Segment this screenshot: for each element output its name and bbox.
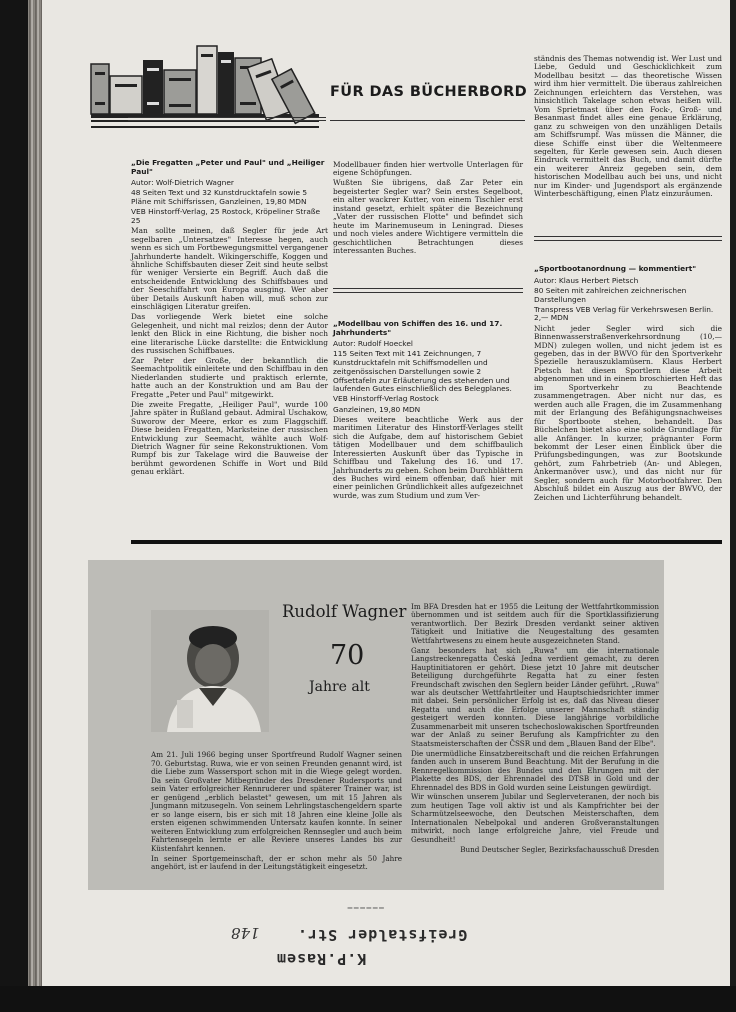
wagner-paragraph: Ganz besonders hat sich „Ruwa" um die internationale Langstreckenregatta Česká Jedna verdient gemacht, zu deren Hauptinitiatoren er gehört. Diese jetzt 10 Jahre mit deutscher Beteiligung durchgeführte Regatta hat zu einer festen Freundschaft zwischen den Seglern beider Länder geführt. „Ruwa" war als deutscher Wettfahrtleiter und Hauptschiedsrichter immer mit dabei. Sein persönlicher Erfolg ist es, daß das Niveau dieser Regatta und auch die Erfolge unserer Mannschaft ständig gesteigert werden konnten. Diese langjährige vorbildliche Zusammenarbeit mit unseren tschechoslowakischen Sportfreunden war der Anlaß zu seiner Berufung als Kampfrichter zu den Staatsmeisterschaften der ČSSR und dem „Blauen Band der Elbe". [411,645,659,748]
header-rule-right [330,120,525,121]
review-paragraph: Zar Peter der Große, der bekanntlich die Seemachtpolitik einleitete und den Schiffbau in den Niederlanden studierte und praktisch erlernte, hatte auch an der Konstruktion und am Bau der Fregatte „Peter und Paul" mitgewirkt. [131,356,328,399]
review-title: „Sportbootanordnung — kommentiert" [534,264,697,273]
review-paragraph: ständnis des Themas notwendig ist. Wer Lust und Liebe, Geduld und Geschicklichkeit zum Modellbau besitzt — das theoretische Wissen wird ihm hier vermittelt. Die überaus zahlreichen Zeichnungen erleichtern das Verstehen, was hinsichtlich Takelage schon etwas heißen will. Vom Sprietmast über den Fock-, Groß- und Besanmast findet alles eine genaue Erklärung, ganz zu schweigen von den unzähligen Details am Schiffsrumpf. Was müssen die Männer, die diese Schiffe einst über die Weltenmeere segelten, für Kerle gewesen sein. Auch diesen Eindruck vermittelt das Buch, und damit dürfte ein weiterer Anreiz gegeben sein, dem historischen Modellbau auch bei uns, und nicht nur im Kinder- und Jugendsport als ergänzende Winterbeschäftigung, einen Platz einzuräumen. [534,54,722,199]
wagner-paragraph: In seiner Sportgemeinschaft, der er schon mehr als 50 Jahre angehört, ist er laufend in der Leitungstätigkeit eingesetzt. [151,853,402,871]
review-paragraph: Die zweite Fregatte, „Heiliger Paul", wurde 100 Jahre später in Rußland gebaut. Admiral Uschakow, Suworow der Meere, erkor es zum Flaggschiff. Diese beiden Fregatten, Marksteine der russischen Entwicklung zur Seemacht, wählte auch Wolf-Dietrich Wagner für seine Rekonstruktionen. Vom Rumpf bis zur Takelage wird die Bauweise der berühmt gewordenen Schiffe in Wort und Bild genau erklärt. [131,399,328,477]
review-title: „Modellbau von Schiffen des 16. und 17. Jahrhunderts" [333,319,503,337]
scan-border-right [730,0,736,1012]
handwritten-number: 148 [231,924,260,942]
wagner-paragraph: Wir wünschen unserem Jubilar und Seglerveteranen, der noch bis zum heutigen Tage voll aktiv ist und als Kampfrichter bei der Scharmützelseewoche, den Deutschen Meisterschaften, dem Internationalen Nebelpokal und anderen Großveranstaltungen mitwirkt, noch lange erfolgreiche Jahre, viel Freude und Gesundheit! [411,792,659,844]
owner-stamp-faint: —————— [346,904,384,913]
review-details: 80 Seiten mit zahlreichen zeichnerischen Darstellungen [534,285,687,304]
owner-stamp-street: Greifstalder Str. [297,926,468,944]
book-binding [28,0,42,1012]
review-details: 115 Seiten Text mit 141 Zeichnungen, 7 Kunstdrucktafeln mit Schiffsmodellen und zeitgenössischen Darstellungen sowie 2 Offsettafeln zur Erläuterung des stehenden und laufenden Gutes einschließlich des Belegplanes. [333,349,512,394]
wagner-paragraph: Die unermüdliche Einsatzbereitschaft und die reichen Erfahrungen fanden auch in unserem Bund Beachtung. Mit der Berufung in die Rennregelkommission des Bundes und den Ehrungen mit der Plakette des BDS, der Ehrennadel des DTSB in Gold und der Ehrennadel des BDS in Gold wurden seine Leistungen gewürdigt. [411,748,659,792]
review-modellbau [333,320,523,502]
scan-border-bottom [0,986,736,1012]
section-title: FÜR DAS BÜCHERBORD [330,84,528,100]
wagner-name: Rudolf Wagner [282,602,407,621]
review-paragraph: Modellbauer finden hier wertvolle Unterlagen für eigene Schöpfungen. [333,160,523,178]
wagner-age: 70 [330,640,365,671]
column-rule [534,236,722,237]
review-publisher: VEB Hinstorff-Verlag Rostock [333,394,439,404]
wagner-text-left [151,751,402,873]
review-paragraph: Das vorliegende Werk bietet eine solche Gelegenheit, und nicht mal reizlos; denn der Autor lenkt den Blick in eine Richtung, die bisher noch eine literarische Lücke darstellte: die Entwicklung des russischen Schiffbaues. [131,312,328,356]
column-rule [333,292,523,293]
scan-border-left [0,0,28,1012]
wagner-subtitle: Jahre alt [309,679,370,695]
review-author: Autor: Rudolf Hoeckel [333,339,413,349]
review-price: Ganzleinen, 19,80 MDN [333,404,421,414]
wagner-portrait-photo [151,610,269,732]
owner-stamp-name: K.P.Rasem [276,950,367,968]
header-rule-lower [128,120,326,121]
header-rule [128,117,326,118]
review-sportboot [534,265,722,504]
col2-top-text [333,161,523,257]
review-author: Autor: Klaus Herbert Pietsch [534,275,639,285]
section-divider [131,540,722,544]
wagner-paragraph: Am 21. Juli 1966 beging unser Sportfreund Rudolf Wagner seinen 70. Geburtstag. Ruwa, wie er von seinen Freunden genannt wird, ist die Liebe zum Wassersport schon mit in die Wiege gelegt worden. Da sein Großvater Mitbegründer des Dresdener Rudersports und sein Vater erfolgreicher Rennruderer und späterer Trainer war, ist er genügend „erblich belastet" gewesen, um mit 15 Jahren als Jungmann mitzusegeln. Von seinem Lehrlingstaschengeldern sparte er so lange eisern, bis er sich mit 18 Jahren eine kleine Jolle als ersten eigenen schwimmenden Untersatz kaufen konnte. In seiner weiteren Entwicklung zum erfolgreichen Rennsegler und auch beim Fahrtensegeln lernte er alle Reviere unseres Landes bis zur Küstenfahrt kennen. [151,750,402,853]
wagner-text-right [411,603,659,856]
wagner-paragraph: Im BFA Dresden hat er 1955 die Leitung der Wettfahrtkommission übernommen und ist seitdem auch für die Sportklassifizierung verantwortlich. Der Bezirk Dresden verdankt seiner aktiven Tätigkeit und Initiative die Neugestaltung des gesamten Wettfahrtwesens zu einem heute ausgezeichneten Stand. [411,602,659,645]
review-paragraph: Nicht jeder Segler wird sich die Binnenwasserstraßenverkehrsordnung (10,— MDN) zulegen wollen, und nicht jedem ist es gegeben, das in der BWVO für den Sportverkehr Spezielle herauszuklamüsern. Klaus Herbert Pietsch hat diesen Sportlern diese Arbeit abgenommen und in einem broschierten Heft das im Sportverkehr zu Beachtende zusammengetragen. Aber nicht nur das, es werden auch alle Fragen, die im Zusammenhang mit der Erlangung des Befähigungsnachweises für Sportboote stehen, behandelt. Das Büchelchen bietet also eine solide Grundlage für alle Anfänger. In kurzer, prägnanter Form bekommt der Leser einen Einblick über die Prüfungsbedingungen, was zur Bootskunde gehört, zum Fahrbetrieb (An- und Ablegen, Ankermanöver usw.), und das nicht nur für Segler, sondern auch für Motorbootfahrer. Den Abschluß bildet ein Auszug aus der BWVO, der Zeichen und Lichterführung behandelt. [534,323,722,502]
review-title: „Die Fregatten „Peter und Paul" und „Heiliger Paul" [131,158,325,176]
review-details: 48 Seiten Text und 32 Kunstdrucktafeln sowie 5 Pläne mit Schiffsrissen, Ganzleinen, 19,80 MDN [131,188,308,207]
wagner-signature: Bund Deutscher Segler, Bezirksfachausschuß Dresden [460,844,659,854]
review-publisher: VEB Hinstorff-Verlag, 25 Rostock, Kröpeliner Straße 25 [131,207,321,225]
review-paragraph: Wußten Sie übrigens, daß Zar Peter ein begeisterter Segler war? Sein erstes Segelboot, ein alter wackrer Kutter, von einem Tischler erst instand gesetzt, erhielt später die Bezeichnung „Vater der russischen Flotte" und befindet sich heute im Marinemuseum in Leningrad. Dieses und noch vieles andere Wichtigere vermitteln die geschichtlichen Betrachtungen dieses interessanten Buches. [333,178,523,256]
column-rule [333,288,523,289]
review-paragraph: Dieses weitere beachtliche Werk aus der maritimen Literatur des Hinstorff-Verlages stellt sich die Aufgabe, dem auf historischem Gebiet tätigen Modellbauer und dem schiffbaulich Interessierten Auskunft über das Typische in Schiffbau und Takelung des 16. und 17. Jahrhunderts zu geben. Schon beim Durchblättern des Buches wird einem offenbar, daß hier mit einer peinlichen Gründlichkeit alles aufgezeichnet wurde, was zum Studium und zum Ver- [333,414,523,500]
review-fregatten [131,159,328,478]
review-author: Autor: Wolf-Dietrich Wagner [131,178,234,188]
review-paragraph: Man sollte meinen, daß Segler für jede Art segelbaren „Untersatzes" Interesse hegen, auch wenn es sich um Fortbewegungsmittel vergangener Jahrhunderte handelt. Wikingerschiffe, Koggen und ähnliche Schiffsbauten dieser Zeit sind heute selbst für weniger Versierte ein Begriff. Auch daß die entscheidende Entwicklung des Schiffsbaues und der Seeschiffahrt von Europa ausging. Wer aber über Details Auskunft haben will, muß schon zur einschlägigen Literatur greifen. [131,226,328,312]
column-rule [534,240,722,241]
review-publisher: Transpress VEB Verlag für Verkehrswesen Berlin. 2,— MDN [534,304,714,323]
col3-top-text [534,55,722,200]
